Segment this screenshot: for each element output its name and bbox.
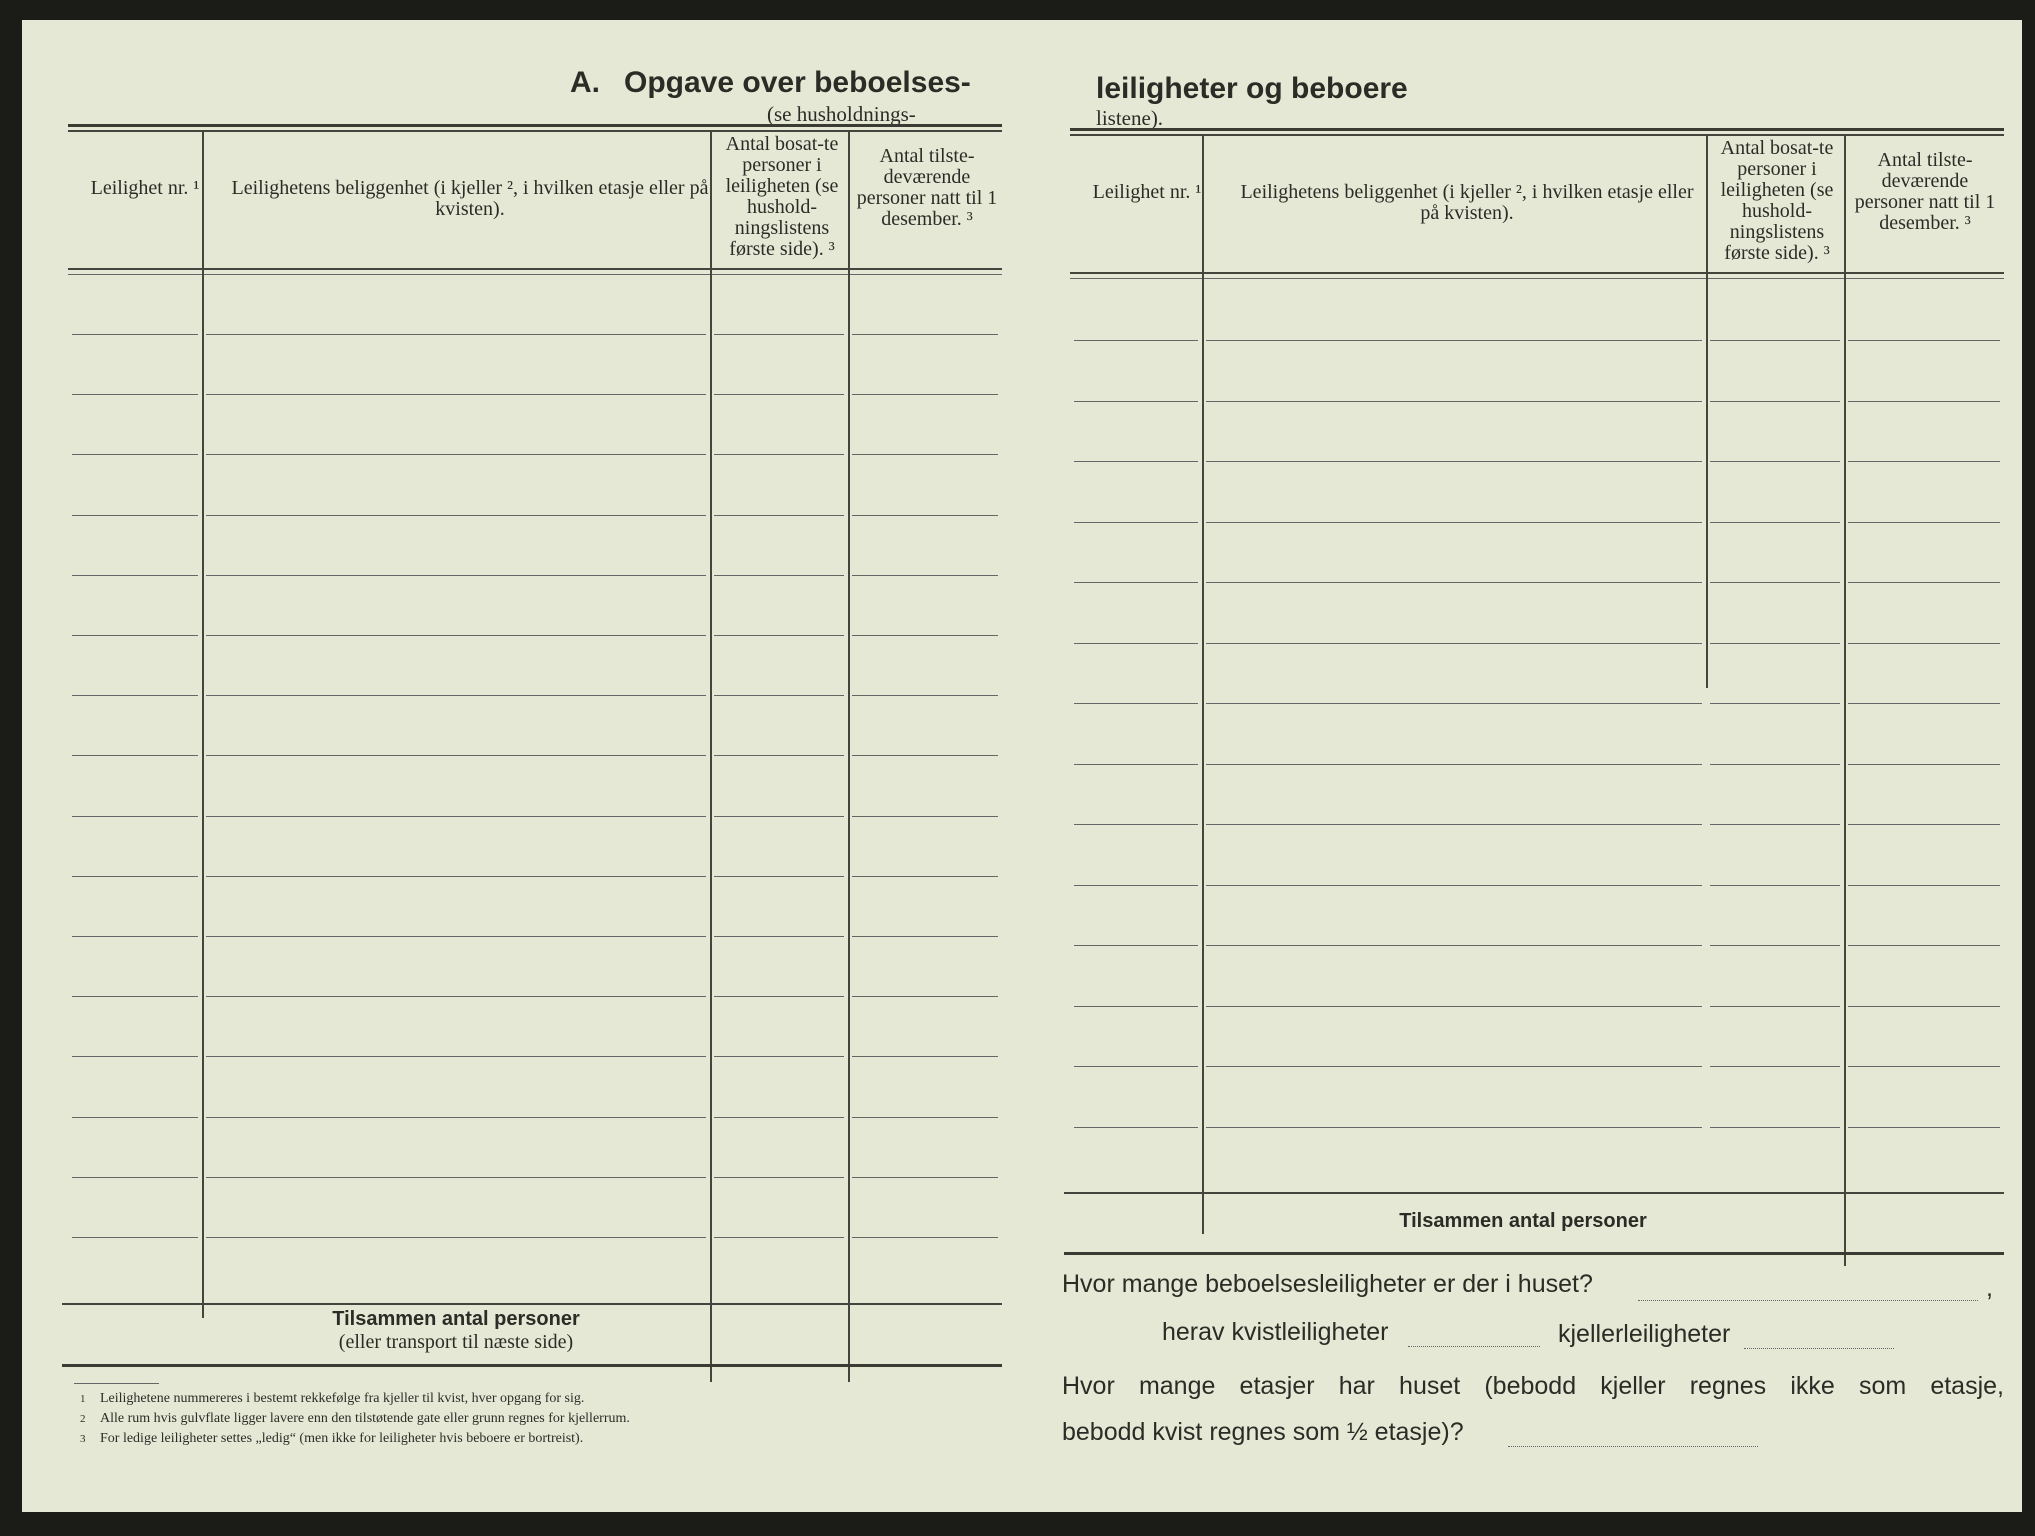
left-row-15-cell-2[interactable] bbox=[206, 1177, 706, 1178]
left-title-letter: A. bbox=[570, 66, 600, 99]
right-row-3-cell-1[interactable] bbox=[1074, 461, 1198, 462]
left-row-16-cell-3[interactable] bbox=[714, 1237, 844, 1238]
left-row-13-cell-4[interactable] bbox=[852, 1056, 998, 1057]
left-row-3-cell-4[interactable] bbox=[852, 454, 998, 455]
left-row-16-cell-4[interactable] bbox=[852, 1237, 998, 1238]
left-row-3-cell-1[interactable] bbox=[72, 454, 198, 455]
left-row-7-cell-3[interactable] bbox=[714, 695, 844, 696]
left-row-13-cell-3[interactable] bbox=[714, 1056, 844, 1057]
right-row-7-cell-3[interactable] bbox=[1710, 703, 1840, 704]
left-title: Opgave over beboelses- bbox=[624, 66, 971, 99]
left-row-9-cell-4[interactable] bbox=[852, 816, 998, 817]
right-header-rule-2 bbox=[1070, 278, 2004, 279]
right-row-8-cell-2[interactable] bbox=[1206, 764, 1702, 765]
left-row-15-cell-1[interactable] bbox=[72, 1177, 198, 1178]
left-row-8-cell-3[interactable] bbox=[714, 755, 844, 756]
right-subtitle: listene). bbox=[1096, 106, 1164, 130]
right-row-4-cell-3[interactable] bbox=[1710, 522, 1840, 523]
left-row-12-cell-2[interactable] bbox=[206, 996, 706, 997]
right-title: leiligheter og beboere bbox=[1096, 72, 1408, 105]
right-row-7-cell-1[interactable] bbox=[1074, 703, 1198, 704]
right-row-8-cell-3[interactable] bbox=[1710, 764, 1840, 765]
left-row-14-cell-3[interactable] bbox=[714, 1117, 844, 1118]
right-row-6-cell-1[interactable] bbox=[1074, 643, 1198, 644]
left-table-top-rule-2 bbox=[68, 130, 1002, 132]
left-row-5-cell-2[interactable] bbox=[206, 575, 706, 576]
answer-line-basement-dwellings[interactable] bbox=[1744, 1348, 1894, 1349]
right-row-6-cell-3[interactable] bbox=[1710, 643, 1840, 644]
right-row-10-cell-1[interactable] bbox=[1074, 885, 1198, 886]
right-row-7-cell-4[interactable] bbox=[1848, 703, 2000, 704]
left-header-residents: Antal bosat-te personer i leiligheten (se hushold-ningslistens første side). ³ bbox=[725, 133, 839, 260]
right-row-5-cell-1[interactable] bbox=[1074, 582, 1198, 583]
left-row-10-cell-1[interactable] bbox=[72, 876, 198, 877]
left-row-1-cell-2[interactable] bbox=[206, 334, 706, 335]
left-header-rule-2 bbox=[68, 274, 1002, 275]
question-total-comma: , bbox=[1986, 1274, 1993, 1302]
right-row-2-cell-3[interactable] bbox=[1710, 401, 1840, 402]
right-row-14-cell-2[interactable] bbox=[1206, 1127, 1702, 1128]
left-row-11-cell-4[interactable] bbox=[852, 936, 998, 937]
left-row-9-cell-2[interactable] bbox=[206, 816, 706, 817]
right-row-1-cell-4[interactable] bbox=[1848, 340, 2000, 341]
right-row-13-cell-2[interactable] bbox=[1206, 1066, 1702, 1067]
left-row-2-cell-2[interactable] bbox=[206, 394, 706, 395]
left-row-15-cell-4[interactable] bbox=[852, 1177, 998, 1178]
right-table-top-rule bbox=[1070, 128, 2004, 131]
left-row-11-cell-1[interactable] bbox=[72, 936, 198, 937]
right-row-14-cell-3[interactable] bbox=[1710, 1127, 1840, 1128]
left-row-3-cell-2[interactable] bbox=[206, 454, 706, 455]
left-row-2-cell-4[interactable] bbox=[852, 394, 998, 395]
question-basement-dwellings: kjellerleiligheter bbox=[1558, 1320, 1731, 1348]
right-header-rule bbox=[1070, 272, 2004, 274]
left-row-2-cell-1[interactable] bbox=[72, 394, 198, 395]
left-row-13-cell-1[interactable] bbox=[72, 1056, 198, 1057]
right-table-top-rule-2 bbox=[1070, 134, 2004, 136]
answer-line-floors[interactable] bbox=[1508, 1446, 1758, 1447]
left-header-rule bbox=[68, 268, 1002, 270]
left-bottom-rule bbox=[62, 1364, 1002, 1367]
left-table-top-rule bbox=[68, 124, 1002, 127]
left-row-15-cell-3[interactable] bbox=[714, 1177, 844, 1178]
left-row-8-cell-2[interactable] bbox=[206, 755, 706, 756]
right-row-9-cell-4[interactable] bbox=[1848, 824, 2000, 825]
right-row-13-cell-4[interactable] bbox=[1848, 1066, 2000, 1067]
right-row-11-cell-1[interactable] bbox=[1074, 945, 1198, 946]
footnote-3-num: 3 bbox=[80, 1433, 86, 1445]
footnote-2: Alle rum hvis gulvflate ligger lavere enn den tilstøtende gate eller grunn regnes for kjellerrum. bbox=[100, 1411, 630, 1426]
right-row-7-cell-2[interactable] bbox=[1206, 703, 1702, 704]
right-row-2-cell-1[interactable] bbox=[1074, 401, 1198, 402]
left-row-6-cell-2[interactable] bbox=[206, 635, 706, 636]
right-total-label: Tilsammen antal personer bbox=[1399, 1210, 1647, 1232]
left-row-4-cell-2[interactable] bbox=[206, 515, 706, 516]
left-row-5-cell-1[interactable] bbox=[72, 575, 198, 576]
right-row-3-cell-3[interactable] bbox=[1710, 461, 1840, 462]
answer-line-total-dwellings[interactable] bbox=[1638, 1300, 1978, 1301]
left-col-divider-2 bbox=[710, 132, 712, 1382]
footnote-separator bbox=[74, 1383, 159, 1384]
question-total-dwellings: Hvor mange beboelsesleiligheter er der i huset? bbox=[1062, 1270, 1593, 1298]
right-row-11-cell-4[interactable] bbox=[1848, 945, 2000, 946]
right-col-divider-3 bbox=[1844, 136, 1846, 1266]
left-row-7-cell-2[interactable] bbox=[206, 695, 706, 696]
question-floors-line-1: Hvor mange etasjer har huset (bebodd kjeller regnes ikke som etasje, bbox=[1062, 1372, 2004, 1400]
answer-line-attic-dwellings[interactable] bbox=[1408, 1346, 1540, 1347]
right-total-rule bbox=[1064, 1192, 2004, 1194]
right-row-11-cell-2[interactable] bbox=[1206, 945, 1702, 946]
left-row-10-cell-2[interactable] bbox=[206, 876, 706, 877]
right-row-9-cell-2[interactable] bbox=[1206, 824, 1702, 825]
left-row-13-cell-2[interactable] bbox=[206, 1056, 706, 1057]
left-row-10-cell-4[interactable] bbox=[852, 876, 998, 877]
left-row-5-cell-3[interactable] bbox=[714, 575, 844, 576]
right-row-11-cell-3[interactable] bbox=[1710, 945, 1840, 946]
right-row-14-cell-1[interactable] bbox=[1074, 1127, 1198, 1128]
left-row-7-cell-4[interactable] bbox=[852, 695, 998, 696]
footnote-1-num: 1 bbox=[80, 1393, 86, 1405]
left-row-8-cell-1[interactable] bbox=[72, 755, 198, 756]
right-header-residents: Antal bosat-te personer i leiligheten (se hushold-ningslistens første side). ³ bbox=[1720, 137, 1834, 264]
right-row-1-cell-1[interactable] bbox=[1074, 340, 1198, 341]
right-header-present: Antal tilste-deværende personer natt til 1 desember. ³ bbox=[1854, 149, 1996, 234]
left-subtitle: (se husholdnings- bbox=[767, 102, 916, 126]
right-row-8-cell-4[interactable] bbox=[1848, 764, 2000, 765]
left-row-1-cell-4[interactable] bbox=[852, 334, 998, 335]
right-row-2-cell-4[interactable] bbox=[1848, 401, 2000, 402]
right-row-12-cell-3[interactable] bbox=[1710, 1006, 1840, 1007]
left-row-9-cell-1[interactable] bbox=[72, 816, 198, 817]
left-total-sub: (eller transport til næste side) bbox=[338, 1331, 574, 1353]
right-header-location: Leilighetens beliggenhet (i kjeller ², i hvilken etasje eller på kvisten). bbox=[1240, 181, 1694, 224]
right-row-5-cell-2[interactable] bbox=[1206, 582, 1702, 583]
right-row-5-cell-4[interactable] bbox=[1848, 582, 2000, 583]
left-row-11-cell-2[interactable] bbox=[206, 936, 706, 937]
left-header-nr: Leilighet nr. ¹ bbox=[90, 177, 200, 199]
right-row-10-cell-2[interactable] bbox=[1206, 885, 1702, 886]
left-header-location: Leilighetens beliggenhet (i kjeller ², i hvilken etasje eller på kvisten). bbox=[231, 177, 709, 220]
right-row-4-cell-2[interactable] bbox=[1206, 522, 1702, 523]
left-header-present: Antal tilste-deværende personer natt til 1 desember. ³ bbox=[856, 145, 998, 230]
right-row-9-cell-1[interactable] bbox=[1074, 824, 1198, 825]
left-row-6-cell-4[interactable] bbox=[852, 635, 998, 636]
right-row-9-cell-3[interactable] bbox=[1710, 824, 1840, 825]
right-row-12-cell-1[interactable] bbox=[1074, 1006, 1198, 1007]
left-total-label: Tilsammen antal personer bbox=[332, 1308, 580, 1330]
left-row-4-cell-4[interactable] bbox=[852, 515, 998, 516]
left-row-4-cell-3[interactable] bbox=[714, 515, 844, 516]
census-form-sheet bbox=[22, 20, 2022, 1512]
right-row-12-cell-2[interactable] bbox=[1206, 1006, 1702, 1007]
left-row-9-cell-3[interactable] bbox=[714, 816, 844, 817]
question-attic-dwellings: herav kvistleiligheter bbox=[1162, 1318, 1389, 1346]
right-row-13-cell-1[interactable] bbox=[1074, 1066, 1198, 1067]
right-row-1-cell-3[interactable] bbox=[1710, 340, 1840, 341]
left-row-1-cell-3[interactable] bbox=[714, 334, 844, 335]
left-row-14-cell-2[interactable] bbox=[206, 1117, 706, 1118]
left-col-divider-1 bbox=[202, 132, 204, 1318]
right-row-6-cell-4[interactable] bbox=[1848, 643, 2000, 644]
right-row-5-cell-3[interactable] bbox=[1710, 582, 1840, 583]
left-row-10-cell-3[interactable] bbox=[714, 876, 844, 877]
left-row-16-cell-2[interactable] bbox=[206, 1237, 706, 1238]
left-row-14-cell-4[interactable] bbox=[852, 1117, 998, 1118]
right-row-4-cell-4[interactable] bbox=[1848, 522, 2000, 523]
right-bottom-rule bbox=[1064, 1252, 2004, 1255]
right-row-10-cell-4[interactable] bbox=[1848, 885, 2000, 886]
right-row-4-cell-1[interactable] bbox=[1074, 522, 1198, 523]
right-row-14-cell-4[interactable] bbox=[1848, 1127, 2000, 1128]
right-row-8-cell-1[interactable] bbox=[1074, 764, 1198, 765]
right-row-3-cell-4[interactable] bbox=[1848, 461, 2000, 462]
right-row-12-cell-4[interactable] bbox=[1848, 1006, 2000, 1007]
footnote-2-num: 2 bbox=[80, 1413, 86, 1425]
right-col-divider-2 bbox=[1706, 136, 1708, 688]
right-row-1-cell-2[interactable] bbox=[1206, 340, 1702, 341]
left-col-divider-3 bbox=[848, 132, 850, 1382]
left-row-6-cell-1[interactable] bbox=[72, 635, 198, 636]
left-row-4-cell-1[interactable] bbox=[72, 515, 198, 516]
right-row-13-cell-3[interactable] bbox=[1710, 1066, 1840, 1067]
left-row-3-cell-3[interactable] bbox=[714, 454, 844, 455]
footnote-1: Leilighetene nummereres i bestemt rekkefølge fra kjeller til kvist, hver opgang for sig. bbox=[100, 1391, 585, 1406]
right-row-6-cell-2[interactable] bbox=[1206, 643, 1702, 644]
left-row-12-cell-3[interactable] bbox=[714, 996, 844, 997]
right-col-divider-1 bbox=[1202, 136, 1204, 1234]
right-header-nr: Leilighet nr. ¹ bbox=[1092, 181, 1202, 203]
left-row-6-cell-3[interactable] bbox=[714, 635, 844, 636]
right-row-3-cell-2[interactable] bbox=[1206, 461, 1702, 462]
left-row-2-cell-3[interactable] bbox=[714, 394, 844, 395]
left-row-5-cell-4[interactable] bbox=[852, 575, 998, 576]
left-total-rule bbox=[62, 1303, 1002, 1305]
right-row-2-cell-2[interactable] bbox=[1206, 401, 1702, 402]
left-row-12-cell-1[interactable] bbox=[72, 996, 198, 997]
left-row-12-cell-4[interactable] bbox=[852, 996, 998, 997]
left-row-8-cell-4[interactable] bbox=[852, 755, 998, 756]
question-floors-line-2: bebodd kvist regnes som ½ etasje)? bbox=[1062, 1418, 1464, 1446]
right-row-10-cell-3[interactable] bbox=[1710, 885, 1840, 886]
left-row-16-cell-1[interactable] bbox=[72, 1237, 198, 1238]
left-row-1-cell-1[interactable] bbox=[72, 334, 198, 335]
left-row-11-cell-3[interactable] bbox=[714, 936, 844, 937]
left-row-14-cell-1[interactable] bbox=[72, 1117, 198, 1118]
footnote-3: For ledige leiligheter settes „ledig“ (men ikke for leiligheter hvis beboere er bortreist). bbox=[100, 1431, 584, 1446]
left-row-7-cell-1[interactable] bbox=[72, 695, 198, 696]
